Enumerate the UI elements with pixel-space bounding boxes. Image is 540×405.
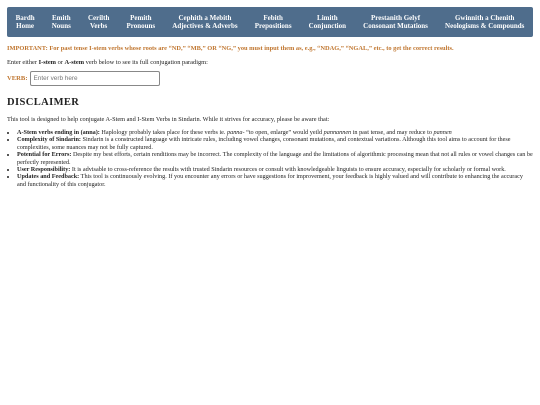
disclaimer-item-title: A-Stem verbs ending in (anna): xyxy=(17,129,100,136)
disclaimer-item-text: Despite my best efforts, certain renditions may be incorrect. The complexity of the language and the limitations of algorithmic processing mean that not all rules or vowel changes can be perfectly represented. xyxy=(17,151,533,166)
nav-prepositions[interactable] xyxy=(246,14,300,31)
disclaimer-item-text: This tool is continuously evolving. If you encounter any errors or have suggestions for improvement, your feedback is highly valued and will contribute to enhancing the accuracy and functionality of this conjugator. xyxy=(17,173,523,188)
nav-home-english: Home xyxy=(16,22,35,30)
nav-neologisms-sindarin: Gwinnith a Chenith xyxy=(454,13,515,22)
verb-label: VERB: xyxy=(7,75,28,82)
disclaimer-item-astem xyxy=(17,129,533,136)
nav-mutations-english: Consonant Mutations xyxy=(363,22,428,30)
disclaimer-item-text: Haplology probably takes place for these verbs ie. xyxy=(99,129,228,136)
disclaimer-title: DISCLAIMER xyxy=(7,97,80,108)
nav-verbs-sindarin: Cerilth xyxy=(87,13,110,22)
instructions xyxy=(7,59,533,66)
disclaimer-item-feedback xyxy=(17,173,533,188)
nav-nouns-english: Nouns xyxy=(51,22,71,30)
disclaimer-item-title: Potential for Errors: xyxy=(17,151,72,159)
nav-verbs[interactable] xyxy=(79,14,118,31)
disclaimer-item-responsibility xyxy=(17,166,533,173)
important-notice: IMPORTANT: For past tense I-stem verbs whose roots are “ND,” “MB,” OR “NG,” you must input them as, e.g., “NDAG,” “NGAL,” etc., to get the correct results. xyxy=(7,45,454,52)
example-reduced: pannen xyxy=(433,129,452,136)
instructions-astem: A-stem xyxy=(64,59,85,66)
nav-neologisms-english: Neologisms & Compounds xyxy=(445,22,525,30)
example-verb: panna- xyxy=(227,129,245,136)
top-nav xyxy=(7,7,533,37)
nav-adjectives-english: Adjectives & Adverbs xyxy=(172,22,238,30)
page xyxy=(0,0,540,188)
instructions-istem: I-stem xyxy=(38,59,56,66)
nav-adjectives-adverbs[interactable] xyxy=(164,14,246,31)
instructions-text-1: Enter either xyxy=(7,59,39,66)
disclaimer-item-title: Updates and Feedback: xyxy=(17,173,80,181)
nav-conjunction-sindarin: Limith xyxy=(317,13,338,22)
disclaimer-list xyxy=(7,129,533,188)
nav-adjectives-sindarin: Cephith a Mebith xyxy=(178,13,232,22)
nav-prepositions-sindarin: Febith xyxy=(263,13,283,22)
verb-input[interactable] xyxy=(30,71,160,86)
nav-consonant-mutations[interactable] xyxy=(355,14,437,31)
disclaimer-item-text: It is advisable to cross-reference the results with trusted Sindarin resources or consult with knowledgeable linguists to ensure accuracy, especially for scholarly or formal work. xyxy=(70,166,506,174)
nav-conjunction[interactable] xyxy=(300,14,354,31)
nav-verbs-english: Verbs xyxy=(90,22,108,30)
instructions-text-3: verb below to see its full conjugation paradigm: xyxy=(84,59,208,66)
nav-pronouns-english: Pronouns xyxy=(126,22,156,30)
disclaimer-item-text: “to open, enlarge” would yeild xyxy=(244,129,324,136)
instructions-text-2: or xyxy=(55,59,65,66)
nav-conjunction-english: Conjunction xyxy=(308,22,347,30)
nav-prepositions-english: Prepositions xyxy=(254,22,292,30)
nav-nouns[interactable] xyxy=(43,14,79,31)
nav-home[interactable] xyxy=(7,14,43,31)
example-past-tense: pannannen xyxy=(323,129,352,136)
disclaimer-item-text: Sindarin is a constructed language with intricate rules, including vowel changes, consonant mutations, and contextual variations. Although this tool aims to account for these complexities, some nuances may not be fully captured. xyxy=(17,136,511,151)
nav-neologisms-compounds[interactable] xyxy=(436,14,532,31)
nav-pronouns[interactable] xyxy=(118,14,164,31)
disclaimer-item-errors xyxy=(17,151,533,166)
nav-home-sindarin: Bardh xyxy=(15,13,35,22)
verb-form xyxy=(7,71,533,86)
disclaimer-item-title: User Responsibility: xyxy=(17,166,71,174)
nav-mutations-sindarin: Prestanith Gelyf xyxy=(370,13,421,22)
nav-pronouns-sindarin: Pemith xyxy=(130,13,152,22)
disclaimer-item-complexity xyxy=(17,136,533,151)
nav-nouns-sindarin: Emith xyxy=(51,13,71,22)
disclaimer-item-title: Complexity of Sindarin: xyxy=(17,136,81,144)
disclaimer-item-text: in past tense, and may reduce to xyxy=(351,129,434,136)
disclaimer-intro: This tool is designed to help conjugate A-Stem and I-Stem Verbs in Sindarin. While it strives for accuracy, please be aware that: xyxy=(7,116,330,123)
